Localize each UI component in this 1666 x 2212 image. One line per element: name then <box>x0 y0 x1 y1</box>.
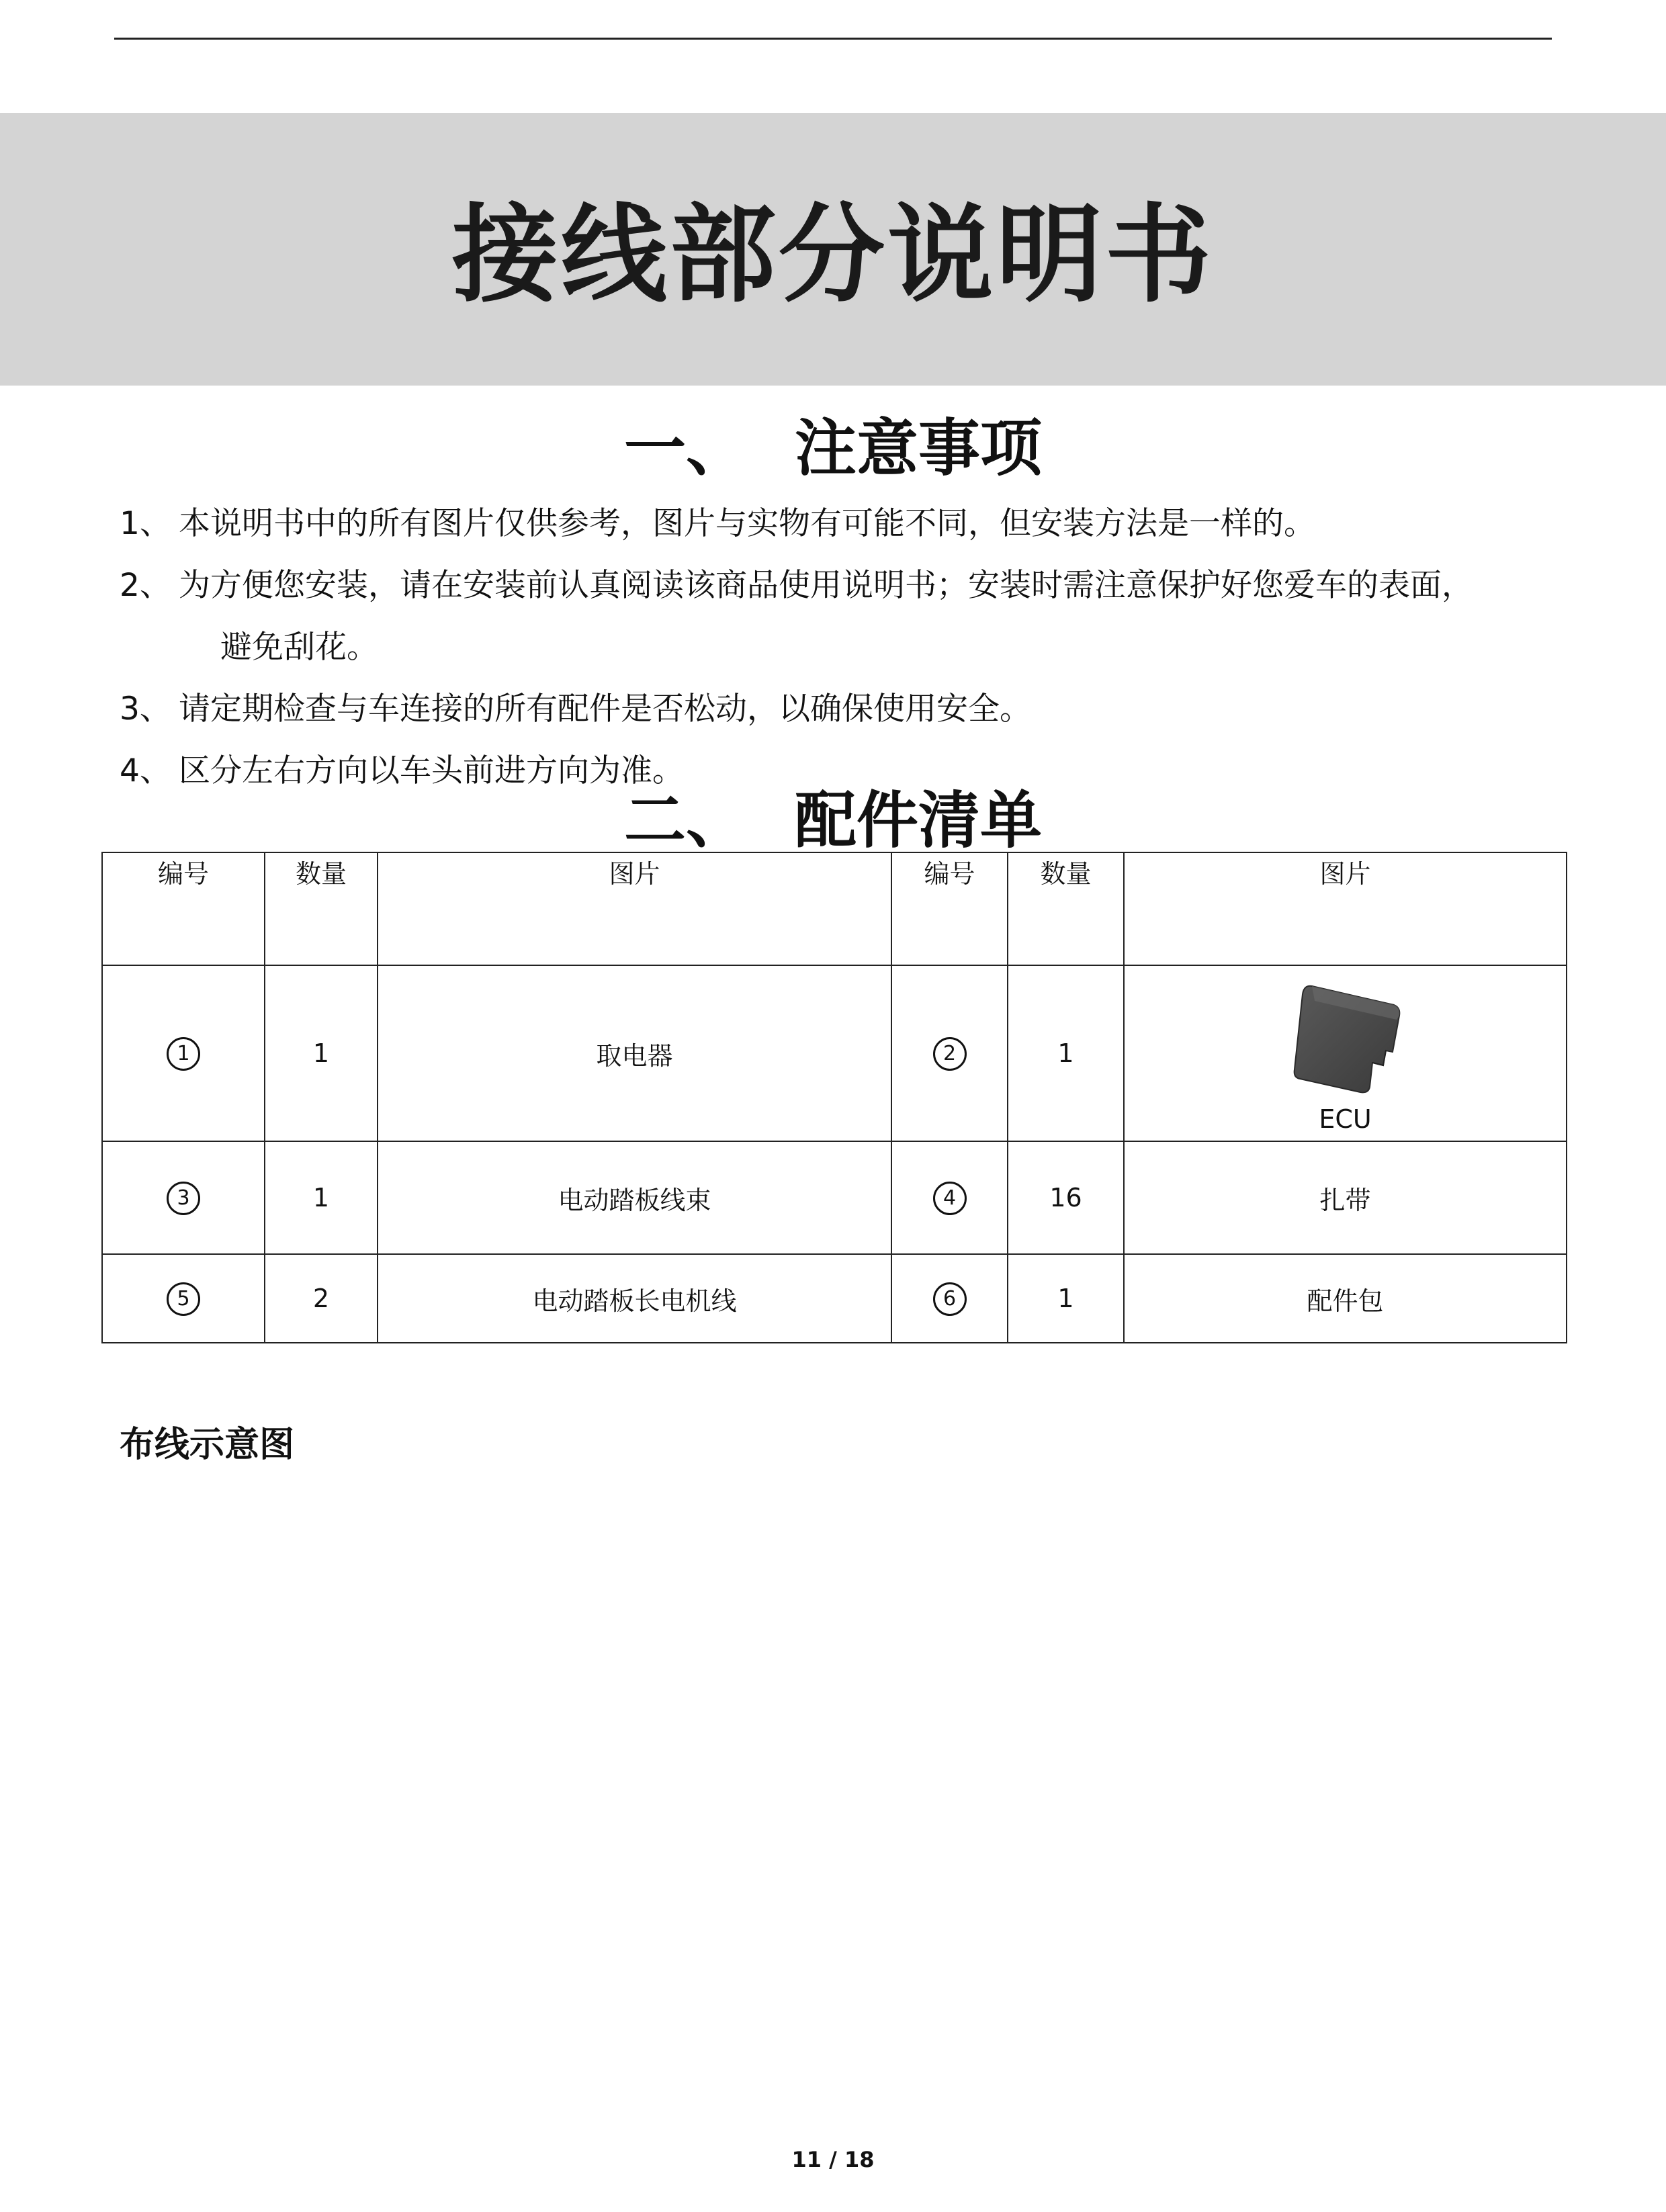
item-number-cell <box>102 1254 265 1343</box>
quantity-cell: 1 <box>265 965 378 1141</box>
item-picture-cell <box>1124 965 1567 1141</box>
header-cell: 编号 <box>102 852 265 965</box>
note-number: 1、 <box>120 505 171 542</box>
header-cell: 图片 <box>378 852 891 965</box>
quantity-cell: 2 <box>265 1254 378 1343</box>
notes-list <box>120 493 1557 802</box>
section-number: 一、 <box>623 412 748 484</box>
section-heading-notes <box>0 412 1666 484</box>
table-row <box>102 1141 1567 1254</box>
item-name-cell: 电动踏板线束 <box>378 1141 891 1254</box>
quantity-cell: 1 <box>1008 965 1124 1141</box>
item-name-cell: 电动踏板长电机线 <box>378 1254 891 1343</box>
note-text: 本说明书中的所有图片仅供参考，图片与实物有可能不同，但安装方法是一样的。 <box>179 505 1315 542</box>
wiring-diagram-title: 布线示意图 <box>120 1425 295 1465</box>
table-row <box>102 965 1567 1141</box>
section-title: 配件清单 <box>795 785 1043 856</box>
circled-number: 3 <box>167 1182 200 1215</box>
note-text: 请定期检查与车连接的所有配件是否松动，以确保使用安全。 <box>179 691 1031 727</box>
note-number: 4、 <box>120 752 171 789</box>
header-cell: 数量 <box>1008 852 1124 965</box>
quantity-cell: 1 <box>265 1141 378 1254</box>
item-number-cell <box>102 1141 265 1254</box>
note-item <box>120 555 1557 617</box>
note-item <box>120 678 1557 740</box>
item-number-cell <box>891 1141 1008 1254</box>
note-number: 2、 <box>120 567 171 604</box>
item-name-cell: 取电器 <box>378 965 891 1141</box>
document-title: 接线部分说明书 <box>452 193 1214 317</box>
item-number-cell <box>891 965 1008 1141</box>
circled-number: 1 <box>167 1037 200 1071</box>
header-cell: 编号 <box>891 852 1008 965</box>
header-rule <box>114 38 1552 40</box>
note-item <box>120 493 1557 555</box>
section-number: 二、 <box>623 785 748 856</box>
title-banner <box>0 113 1666 386</box>
quantity-cell: 16 <box>1008 1141 1124 1254</box>
page-number: 11 / 18 <box>791 2147 875 2172</box>
table-header-row <box>102 852 1567 965</box>
circled-number: 5 <box>167 1282 200 1316</box>
parts-table <box>101 852 1567 1343</box>
item-number-cell <box>102 965 265 1141</box>
item-name-cell: 配件包 <box>1124 1254 1567 1343</box>
circled-number: 4 <box>933 1182 967 1215</box>
item-name-cell: 扎带 <box>1124 1141 1567 1254</box>
section-heading-parts <box>0 785 1666 856</box>
note-text: 为方便您安装，请在安装前认真阅读该商品使用说明书；安装时需注意保护好您爱车的表面， <box>179 567 1473 604</box>
circled-number: 2 <box>933 1037 967 1071</box>
circled-number: 6 <box>933 1282 967 1316</box>
ecu-image <box>1285 978 1406 1099</box>
note-continuation: 避免刮花。 <box>220 629 378 666</box>
header-cell: 数量 <box>265 852 378 965</box>
note-text: 区分左右方向以车头前进方向为准。 <box>179 752 684 789</box>
header-cell: 图片 <box>1124 852 1567 965</box>
section-title: 注意事项 <box>795 412 1043 484</box>
table-row <box>102 1254 1567 1343</box>
item-number-cell <box>891 1254 1008 1343</box>
note-number: 3、 <box>120 691 171 727</box>
quantity-cell: 1 <box>1008 1254 1124 1343</box>
item-name: ECU <box>1319 1104 1372 1134</box>
